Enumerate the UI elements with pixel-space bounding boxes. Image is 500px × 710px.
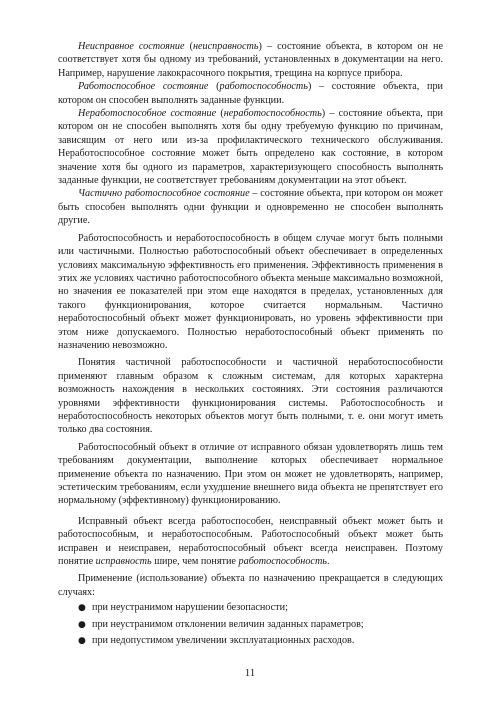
term-partially-operable-state: Частично работоспособное состояние xyxy=(78,188,250,200)
page-content xyxy=(58,40,443,650)
list-item xyxy=(78,618,443,632)
list-item xyxy=(78,601,443,615)
paragraph-partially-operable-state xyxy=(58,187,443,227)
paragraph-partial-operability: Понятия частичной работоспособности и частичной неработоспособности применяют главным образом к сложным системам, для которых характерна возможность нахождения в нескольких состояниях. Эти состояния различаются уровнями эффективности функционирования системы. Работоспособность и неработоспособность некоторых объектов могут быть полными, т. е. они могут иметь только два состояния. xyxy=(58,357,443,436)
emphasis-serviceability: исправность xyxy=(95,556,152,568)
paragraph-text: – состояние объекта, при котором он не способен выполнять хотя бы одну требуемую функцию по причинам, зависящим от него или из-за профилактического технического обслуживания. Неработоспособное состояние может быть определено как состояние, в котором значение хотя бы одного из параметров, характеризующего способность выполнять заданные функции, не соответствует требованиям документации на этот объект. xyxy=(58,108,443,187)
list-item xyxy=(78,634,443,648)
term-faulty-state-paren: неисправность xyxy=(192,41,259,52)
paragraph-inoperable-state: Неработоспособное состояние (неработоспособность) – состояние объекта, при котором он не способен выполнять хотя бы одну требуемую функцию по причинам, зависящим от него или из-за профилактического технического обслуживания. Неработоспособное состояние может быть определено как состояние, в котором значение хотя бы одного из параметров, характеризующего способность выполнять заданные функции, не соответствует требованиям документации на этот объект. xyxy=(58,108,443,187)
term-operable-state-paren: работоспособность xyxy=(219,81,308,93)
paragraph-operability-general: Работоспособность и неработоспособность в общем случае могут быть полными или частичными. Полностью работоспособный объект обеспечивает в определенных условиях максимальную эффективность его применения. Эффективность применения в этих же условиях частично работоспособного объекта меньше максимально возможной, но значения ее показателей при этом еще находятся в пределах, установленных для такого функционирования, которое считается нормальным. Частично неработоспособный объект может функционировать, но уровень эффективности при этом ниже допускаемого. Полностью неработоспособный объект применять по назначению невозможно. xyxy=(58,232,443,351)
list-item-text: при неустранимом отклонении величин заданных параметров; xyxy=(92,618,364,630)
list-item-text: при недопустимом увеличении эксплуатационных расходов. xyxy=(92,635,355,647)
paragraph-use-termination: Применение (использование) объекта по назначению прекращается в следующих случаях: xyxy=(58,573,443,598)
paragraph-operable-state: Работоспособное состояние (работоспособность) – состояние объекта, при котором он способен выполнять заданные функции. xyxy=(58,81,443,106)
paragraph-text: . xyxy=(326,556,330,568)
paragraph-text: – состояние объекта, при котором он способен выполнять заданные функции. xyxy=(58,81,443,106)
list-item-text: при неустранимом нарушении безопасности; xyxy=(92,602,288,614)
bullet-icon: ● xyxy=(78,619,86,630)
paragraph-faulty-state: Неисправное состояние (неисправность) – состояние объекта, в котором он не соответствует хотя бы одному из требований, установленных в документации на него. Например, нарушение лакокрасочного покрытия, трещина на корпусе прибора. xyxy=(58,41,443,79)
paragraph-operable-vs-serviceable: Работоспособный объект в отличие от исправного обязан удовлетворять лишь тем требованиям документации, выполнение которых обеспечивает нормальное применение объекта по назначению. При этом он может не удовлетворять, например, эстетическим требованиям, если ухудшение внешнего вида объекта не препятствует его нормальному (эффективному) функционированию. xyxy=(58,441,443,507)
emphasis-operability: работоспособность xyxy=(238,556,327,568)
term-inoperable-state: Неработоспособное состояние xyxy=(78,108,217,120)
paragraph-text: шире, чем понятие xyxy=(151,556,239,568)
page-number: 11 xyxy=(244,667,256,679)
term-inoperable-state-paren: неработоспособность xyxy=(223,108,322,120)
term-operable-state: Работоспособное состояние xyxy=(78,81,209,93)
paragraph-text: Исправный объект всегда работоспособен, неисправный объект может быть и работоспособным, и неработоспособным. Работоспособный объект может быть исправен и неисправен, неработоспособный объект всегда неисправен. Поэтому понятие xyxy=(58,515,443,568)
bullet-icon: ● xyxy=(78,636,86,647)
term-faulty-state: Неисправное состояние xyxy=(78,41,185,52)
termination-cases-list xyxy=(58,601,443,648)
bullet-icon: ● xyxy=(78,603,86,614)
paragraph-text: – состояние объекта, в котором он не соответствует хотя бы одному из требований, установленных в документации на него. Например, нарушение лакокрасочного покрытия, трещина на корпусе прибора. xyxy=(58,41,443,79)
paragraph-text: – состояние объекта, при котором он может быть способен выполнять одни функции и одновременно не способен выполнять другие. xyxy=(58,188,443,227)
paragraph-serviceable-object xyxy=(58,515,443,569)
